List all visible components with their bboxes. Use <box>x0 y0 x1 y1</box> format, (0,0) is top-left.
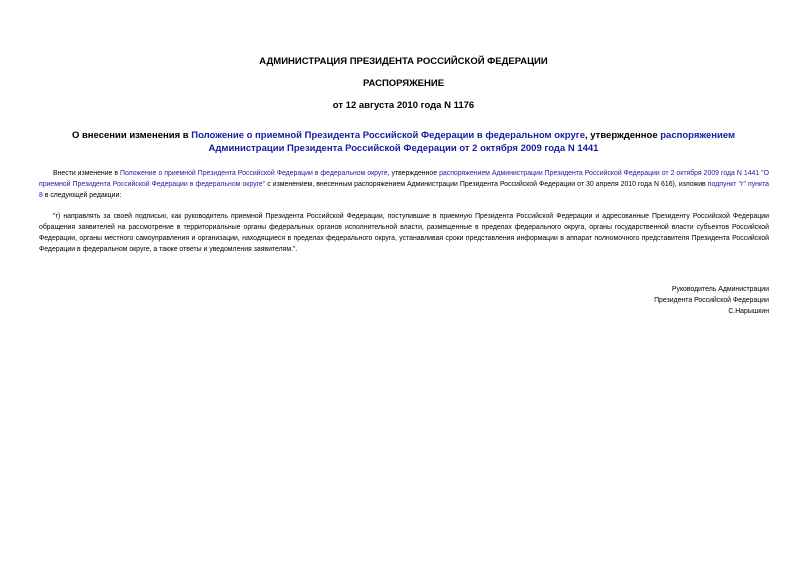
para1-text-2: , утвержденное <box>387 170 440 177</box>
title-link-order[interactable]: распоряжением Администрации Президента Российской Федерации от 2 октября 2009 года N 1441 <box>208 130 736 154</box>
para1-link-subclause[interactable]: подпункт "г" пункта 8 <box>39 181 769 199</box>
paragraph-amendment <box>39 168 769 201</box>
para1-link-order[interactable]: распоряжением Администрации Президента Российской Федерации от 2 октября 2009 года N 1441 "О приемной Президента Российской Федерации в федеральном округе" <box>39 170 769 188</box>
signature-block <box>469 284 769 317</box>
title-text-2: , утвержденное <box>584 130 661 141</box>
title-text-1: О внесении изменения в <box>71 130 192 141</box>
para1-link-regulation[interactable]: Положение о приемной Президента Российской Федерации в федеральном округе <box>120 170 388 177</box>
signature-organization: Президента Российской Федерации <box>654 297 769 304</box>
document-type: РАСПОРЯЖЕНИЕ <box>362 78 445 89</box>
signature-position: Руководитель Администрации <box>671 286 769 293</box>
date-number: от 12 августа 2010 года N 1176 <box>332 100 475 111</box>
paragraph-new-wording <box>39 211 769 255</box>
para2-text: "г) направлять за своей подписью, как руководитель приемной Президента Российской Федерации, поступившие в приемную Президента Российской Федерации и адресованные Президенту Российской Федерации обращения заявителей на рассмотрение в территориальные органы федеральных органов исполнительной власти, размещенные в пределах федерального округа, органы государственной власти субъектов Российской Федерации, органы местного самоуправления и организации, находящиеся в пределах федерального округа, устанавливая сроки представления информации в аппарат полномочного представителя Президента Российской Федерации в федеральном округе, а также ответы и уведомления заявителям.". <box>39 213 769 253</box>
title-link-regulation[interactable]: Положение о приемной Президента Российской Федерации в федеральном округе <box>191 130 585 141</box>
document-title <box>50 130 757 155</box>
para1-text-3: с изменением, внесенным распоряжением Администрации Президента Российской Федерации от 30 апреля 2010 года N 616), изложив <box>265 181 708 188</box>
organization-heading: АДМИНИСТРАЦИЯ ПРЕЗИДЕНТА РОССИЙСКОЙ ФЕДЕРАЦИИ <box>259 56 548 67</box>
para1-text-1: Внести изменение в <box>53 170 121 177</box>
signature-name: С.Нарышкин <box>728 308 769 315</box>
para1-text-4: в следующей редакции: <box>42 192 122 199</box>
